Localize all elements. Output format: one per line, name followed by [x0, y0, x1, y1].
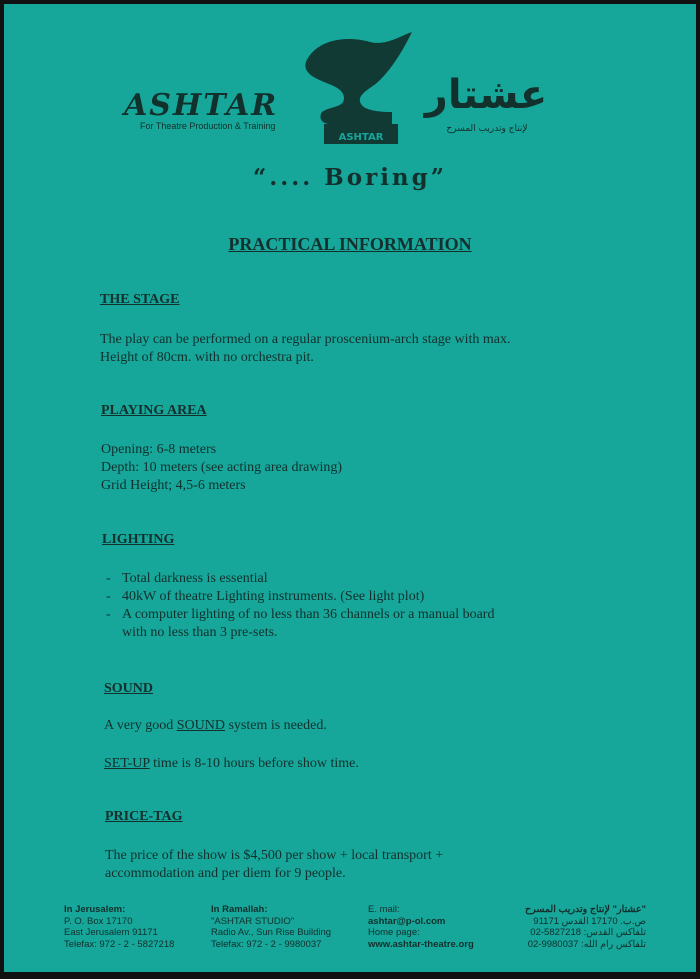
arabic-line-1: "عشتار" لإنتاج وتدريب المسرح	[524, 904, 646, 915]
stage-heading: THE STAGE	[100, 292, 180, 307]
playing-area-text	[101, 441, 342, 495]
footer-jerusalem	[64, 904, 174, 950]
sound-emphasis: SOUND	[176, 718, 225, 733]
ramallah-address: Radio Av., Sun Rise Building	[211, 927, 332, 938]
show-title: “.... Boring”	[253, 164, 447, 191]
price-line-2: accommodation and per diem for 9 people.	[105, 866, 346, 881]
email-label: E. mail:	[368, 904, 400, 915]
stage-line-1: The play can be performed on a regular proscenium-arch stage with max.	[100, 332, 511, 347]
lighting-item-2: - 40kW of theatre Lighting instruments. (See light plot)	[104, 588, 584, 606]
price-line-1: The price of the show is $4,500 per show + local transport +	[105, 848, 444, 863]
ramallah-label: In Ramallah:	[211, 904, 268, 915]
emblem-label: ASHTAR	[338, 132, 384, 143]
jerusalem-city: East Jerusalem 91171	[64, 927, 158, 938]
footer-contact	[368, 904, 474, 950]
footer-arabic	[504, 904, 646, 950]
playing-area-heading: PLAYING AREA	[101, 403, 207, 418]
email-address: ashtar@p-ol.com	[368, 915, 446, 927]
arabic-line-4: تلفاكس رام الله: 9980037-02	[527, 938, 646, 950]
footer-ramallah	[211, 904, 331, 950]
arabic-line-2: ص.ب. 17170 القدس 91171	[533, 915, 646, 927]
playing-area-line-1: Opening: 6-8 meters	[101, 442, 217, 457]
sound-text-1: A very good SOUND system is needed.	[104, 718, 327, 733]
setup-text: SET-UP time is 8-10 hours before show time.	[104, 756, 359, 771]
ramallah-telefax: Telefax: 972 - 2 - 9980037	[211, 938, 322, 950]
ashtar-emblem-icon	[300, 28, 416, 146]
lighting-item-3: - A computer lighting of no less than 36 channels or a manual board with no less than 3 pre-sets.	[104, 606, 584, 642]
ramallah-studio: "ASHTAR STUDIO"	[211, 915, 295, 927]
stage-line-2: Height of 80cm. with no orchestra pit.	[100, 350, 314, 365]
ashtar-logo-latin: ASHTAR	[124, 88, 279, 123]
playing-area-line-3: Grid Height; 4,5-6 meters	[101, 478, 246, 493]
jerusalem-po-box: P. O. Box 17170	[64, 915, 133, 927]
ashtar-logo-arabic: عشتار	[424, 72, 548, 118]
setup-emphasis: SET-UP	[104, 756, 150, 771]
playing-area-line-2: Depth: 10 meters (see acting area drawing)	[101, 460, 343, 475]
lighting-item-1: - Total darkness is essential	[104, 570, 584, 588]
homepage-url: www.ashtar-theatre.org	[368, 938, 474, 950]
sound-heading: SOUND	[104, 681, 154, 696]
homepage-label: Home page:	[368, 927, 420, 938]
logo-tagline-arabic: لإنتاج وتدريب المسرح	[446, 124, 528, 134]
lighting-list	[104, 570, 584, 642]
price-heading: PRICE-TAG	[105, 809, 183, 824]
logo-tagline: For Theatre Production & Training	[140, 121, 276, 131]
jerusalem-telefax: Telefax: 972 - 2 - 5827218	[64, 938, 175, 950]
arabic-line-3: تلفاكس القدس: 5827218-02	[530, 927, 646, 938]
lighting-heading: LIGHTING	[102, 532, 175, 547]
price-text	[105, 847, 443, 883]
document-title: PRACTICAL INFORMATION	[228, 234, 472, 254]
jerusalem-label: In Jerusalem:	[64, 904, 126, 915]
document-page	[4, 4, 696, 972]
stage-text	[100, 331, 511, 367]
